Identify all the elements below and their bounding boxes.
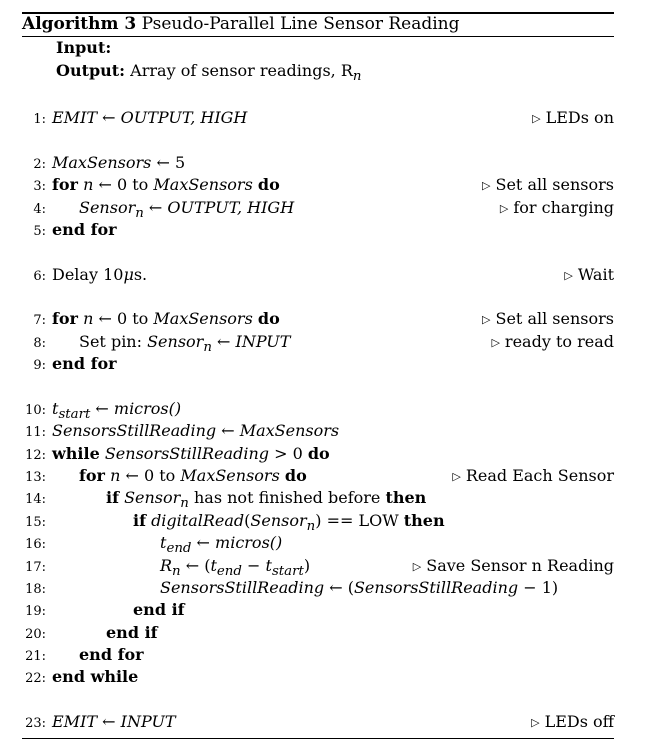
- line-code: end if: [106, 623, 158, 642]
- line-comment: ▷ Save Sensor n Reading: [412, 556, 614, 575]
- line-code: EMIT ← INPUT: [52, 712, 176, 731]
- line-code: EMIT ← OUTPUT, HIGH: [52, 108, 248, 127]
- algo-line-8: [0, 332, 645, 354]
- line-code: for n ← 0 to MaxSensors do: [52, 175, 280, 194]
- line-number: 13:: [25, 470, 46, 485]
- line-code: end for: [52, 220, 117, 239]
- algo-line-6: [0, 265, 645, 287]
- algo-line-18: [0, 578, 645, 600]
- line-code: SensorsStillReading ← (SensorsStillReading − 1): [160, 578, 559, 597]
- algo-line-19: [0, 600, 645, 622]
- algo-line-11: [0, 421, 645, 443]
- algo-line-3: [0, 175, 645, 197]
- line-comment: ▷ Set all sensors: [482, 309, 614, 328]
- line-code: $R_n$ ← $(t_{end} - t_{start})$: [160, 556, 311, 580]
- line-code: SensorsStillReading ← MaxSensors: [52, 421, 340, 440]
- line-code: MaxSensors ← 5: [52, 153, 186, 172]
- algorithm-name: Pseudo-Parallel Line Sensor Reading: [141, 14, 460, 34]
- line-code: $t_{end}$ ← micros(): [160, 533, 283, 557]
- line-code: Delay 10μs.: [52, 265, 148, 284]
- line-number: 19:: [25, 604, 46, 619]
- line-number: 10:: [25, 403, 46, 418]
- algo-line-5: [0, 220, 645, 242]
- line-number: 20:: [25, 627, 46, 642]
- line-number: 14:: [25, 492, 46, 507]
- comment-triangle-icon: ▷: [491, 336, 500, 349]
- line-comment: ▷ LEDs off: [531, 712, 614, 731]
- line-comment: ▷ for charging: [499, 198, 614, 217]
- algo-line-21: [0, 645, 645, 667]
- line-code: for n ← 0 to MaxSensors do: [52, 309, 280, 328]
- algo-line-17: [0, 556, 645, 578]
- algo-line-1: [0, 108, 645, 130]
- line-number: 11:: [25, 425, 46, 440]
- output-label: Output:: [56, 61, 126, 80]
- algo-line-2: [0, 153, 645, 175]
- line-number: 21:: [25, 649, 46, 664]
- algorithm-title: [22, 14, 460, 34]
- bottom-rule: [22, 738, 614, 739]
- line-comment: ▷ Set all sensors: [482, 175, 614, 194]
- algo-line-7: [0, 309, 645, 331]
- line-number: 12:: [25, 448, 46, 463]
- comment-triangle-icon: ▷: [452, 470, 461, 483]
- algo-line-23: [0, 712, 645, 734]
- comment-triangle-icon: ▷: [499, 202, 509, 215]
- algorithm-label: Algorithm 3: [22, 14, 137, 34]
- line-number: 3:: [33, 179, 46, 194]
- comment-triangle-icon: ▷: [482, 179, 491, 192]
- line-number: 4:: [33, 202, 46, 217]
- line-number: 5:: [33, 224, 46, 239]
- line-number: 15:: [25, 515, 46, 530]
- algo-line-10: [0, 399, 645, 421]
- line-comment: ▷ Read Each Sensor: [452, 466, 614, 485]
- line-number: 6:: [33, 269, 46, 284]
- title-rule: [22, 36, 614, 37]
- line-code: if digitalRead(Sensor$_n$) == LOW then: [133, 511, 445, 535]
- input-label: Input:: [56, 38, 112, 57]
- algo-line-16: [0, 533, 645, 555]
- line-code: for n ← 0 to MaxSensors do: [79, 466, 307, 485]
- line-code: while SensorsStillReading > 0 do: [52, 444, 330, 463]
- line-code: if Sensor$_n$ has not finished before then: [106, 488, 427, 512]
- line-number: 17:: [25, 560, 46, 575]
- line-comment: ▷ ready to read: [491, 332, 614, 351]
- line-code: Sensor$_n$ ← OUTPUT, HIGH: [79, 198, 295, 222]
- algo-line-4: [0, 198, 645, 220]
- algo-line-12: [0, 444, 645, 466]
- line-comment: ▷ LEDs on: [532, 108, 614, 127]
- algo-line-22: [0, 667, 645, 689]
- line-code: Set pin: Sensor$_n$ ← INPUT: [79, 332, 291, 356]
- line-code: end for: [79, 645, 144, 664]
- line-number: 1:: [33, 112, 46, 127]
- line-code: end for: [52, 354, 117, 373]
- algo-line-14: [0, 488, 645, 510]
- comment-triangle-icon: ▷: [412, 560, 422, 573]
- line-number: 7:: [33, 313, 46, 328]
- output-line: [56, 61, 361, 84]
- comment-triangle-icon: ▷: [531, 716, 540, 729]
- output-text: Array of sensor readings, R: [130, 61, 353, 80]
- line-number: 9:: [33, 358, 46, 373]
- line-code: end while: [52, 667, 139, 686]
- algo-line-15: [0, 511, 645, 533]
- comment-triangle-icon: ▷: [482, 313, 491, 326]
- line-number: 8:: [33, 336, 46, 351]
- algo-line-9: [0, 354, 645, 376]
- line-number: 23:: [25, 716, 46, 731]
- line-comment: ▷ Wait: [564, 265, 614, 284]
- line-number: 2:: [33, 157, 46, 172]
- line-code: end if: [133, 600, 185, 619]
- input-line: [56, 38, 111, 57]
- algo-line-13: [0, 466, 645, 488]
- line-number: 18:: [25, 582, 46, 597]
- algo-line-20: [0, 623, 645, 645]
- output-sub: n: [352, 69, 362, 85]
- comment-triangle-icon: ▷: [564, 269, 573, 282]
- line-number: 22:: [25, 671, 46, 686]
- line-number: 16:: [25, 537, 46, 552]
- comment-triangle-icon: ▷: [532, 112, 541, 125]
- line-code: $t_{start}$ ← micros(): [52, 399, 182, 423]
